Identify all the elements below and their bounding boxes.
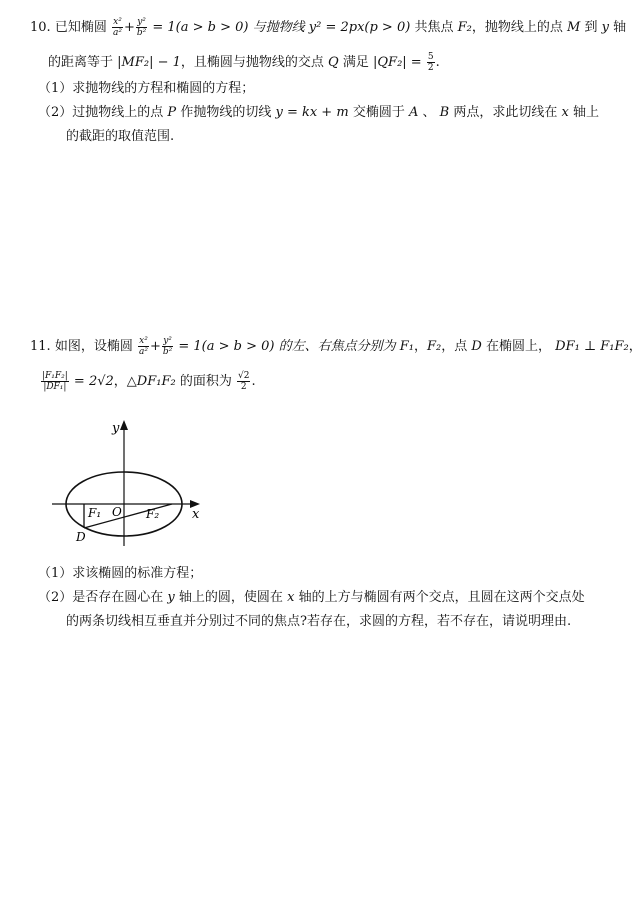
q10-point-a: A <box>408 105 419 120</box>
q11-text: 在椭圆上， <box>485 339 551 354</box>
q10-point-p: P <box>167 105 177 120</box>
q10-text: 作抛物线的切线 <box>180 105 272 120</box>
q10-qf2: |QF₂| = <box>373 55 422 70</box>
q10-part-2 <box>38 104 599 122</box>
ellipse-x-term: $\frac{\text{x²}}{\text{a²}}$ <box>138 336 148 357</box>
q11-point-d: D <box>471 339 482 354</box>
q10-mf2: |MF₂| − 1 <box>117 55 181 70</box>
q10-point-m: M <box>566 20 581 35</box>
q10-axis-y: y <box>601 20 609 35</box>
q11-text: 如图，设椭圆 <box>54 339 133 354</box>
q10-text: 满足 <box>342 55 369 70</box>
q10-tangent: y = kx + m <box>275 105 349 120</box>
q10-text: 轴 <box>613 20 627 35</box>
q11-text: 轴上的圆，使圆在 <box>178 590 283 605</box>
y-axis-arrow <box>120 420 128 430</box>
q11-period: . <box>251 374 256 389</box>
q10-text: ，且椭圆与抛物线的交点 <box>180 55 324 70</box>
q10-text: 共焦点 <box>414 20 454 35</box>
q10-ellipse-eq: = 1(a > b > 0) 与抛物线 <box>152 20 305 35</box>
q10-line-2 <box>48 52 440 73</box>
q10-text: ，抛物线上的点 <box>471 20 563 35</box>
q11-part-1: （1）求该椭圆的标准方程； <box>38 566 203 581</box>
q10-point-q: Q <box>328 55 339 70</box>
q10-text: 、 <box>422 105 436 120</box>
label-f2: F₂ <box>146 507 160 521</box>
q10-text: 的距离等于 <box>48 55 114 70</box>
q11-f2: F₂ <box>427 339 442 354</box>
q11-ratio-value: = 2√2 <box>73 374 114 389</box>
q10-text: 两点，求此切线在 <box>453 105 558 120</box>
ellipse-figure <box>48 418 208 553</box>
q11-text: ， <box>113 374 127 389</box>
q10-text: 到 <box>584 20 598 35</box>
q10-part-1: （1）求抛物线的方程和椭圆的方程； <box>38 81 255 96</box>
q10-number: 10. <box>30 20 51 35</box>
label-d: D <box>76 530 86 544</box>
q11-f1: F₁ <box>399 339 414 354</box>
ellipse-y-term: $\frac{\text{y²}}{\text{b²}}$ <box>136 17 147 38</box>
q11-part-2 <box>38 589 585 607</box>
q11-number: 11. <box>30 339 51 354</box>
q11-ellipse-eq: = 1(a > b > 0) 的左、右焦点分别为 <box>178 339 396 354</box>
q10-part-2-cont: 的截距的取值范围. <box>66 129 175 144</box>
ellipse-x-term: $\frac{\text{x²}}{\text{a²}}$ <box>112 17 122 38</box>
q11-text: ， <box>628 339 642 354</box>
q10-text: 轴上 <box>573 105 600 120</box>
q11-axis-y: y <box>167 590 175 605</box>
label-o: O <box>112 505 122 519</box>
q11-text: 的面积为 <box>179 374 232 389</box>
q11-line-1: 11. 如图，设椭圆 $\frac{\text{x²}}{\text{a²}}$ + $\frac{\text{y²}}{\text{b²}}$ = 1(a > b > 0) 的左、右焦点分别为 F₁，F₂，点 D 在椭圆上， DF₁ ⊥ F₁F₂， <box>30 336 642 357</box>
q10-text: 交椭圆于 <box>352 105 405 120</box>
q11-area: $\frac{√2}{2}$ <box>237 371 250 392</box>
q10-axis-x: x <box>561 105 569 120</box>
q11-text: 轴的上方与椭圆有两个交点，且圆在这两个交点处 <box>298 590 585 605</box>
q11-line-2 <box>40 371 256 392</box>
q11-text: ，点 <box>441 339 468 354</box>
q10-text: 已知椭圆 <box>54 20 107 35</box>
q10-focus: F₂ <box>457 20 472 35</box>
q11-text: ， <box>414 339 428 354</box>
label-x: x <box>192 507 200 522</box>
q11-text: （2）是否存在圆心在 <box>38 590 164 605</box>
q10-text: （2）过抛物线上的点 <box>38 105 164 120</box>
ellipse-y-term: $\frac{\text{y²}}{\text{b²}}$ <box>162 336 173 357</box>
q10-point-b: B <box>439 105 450 120</box>
q10-parabola: y² = 2px(p > 0) <box>308 20 411 35</box>
q10-qf2-value: $\frac{5}{2}$ <box>427 52 434 73</box>
q11-perp: DF₁ ⊥ F₁F₂ <box>555 339 629 354</box>
q11-triangle: △DF₁F₂ <box>126 374 176 389</box>
q10-line-1: 10. 已知椭圆 $\frac{\text{x²}}{\text{a²}}$ + $\frac{\text{y²}}{\text{b²}}$ = 1(a > b > 0) 与抛物线 y² = 2px(p > 0) 共焦点 F₂，抛物线上的点 M 到 y 轴 <box>30 17 627 38</box>
label-f1: F₁ <box>88 506 102 520</box>
q10-period: . <box>435 55 440 70</box>
q11-part-2-cont: 的两条切线相互垂直并分别过不同的焦点?若存在，求圆的方程，若不存在，请说明理由. <box>66 614 572 629</box>
q11-ratio: $\frac{\text{|F₁F₂|}}{\text{|DF₁|}}$ <box>42 371 68 392</box>
q11-axis-x: x <box>287 590 295 605</box>
label-y: y <box>112 421 120 436</box>
